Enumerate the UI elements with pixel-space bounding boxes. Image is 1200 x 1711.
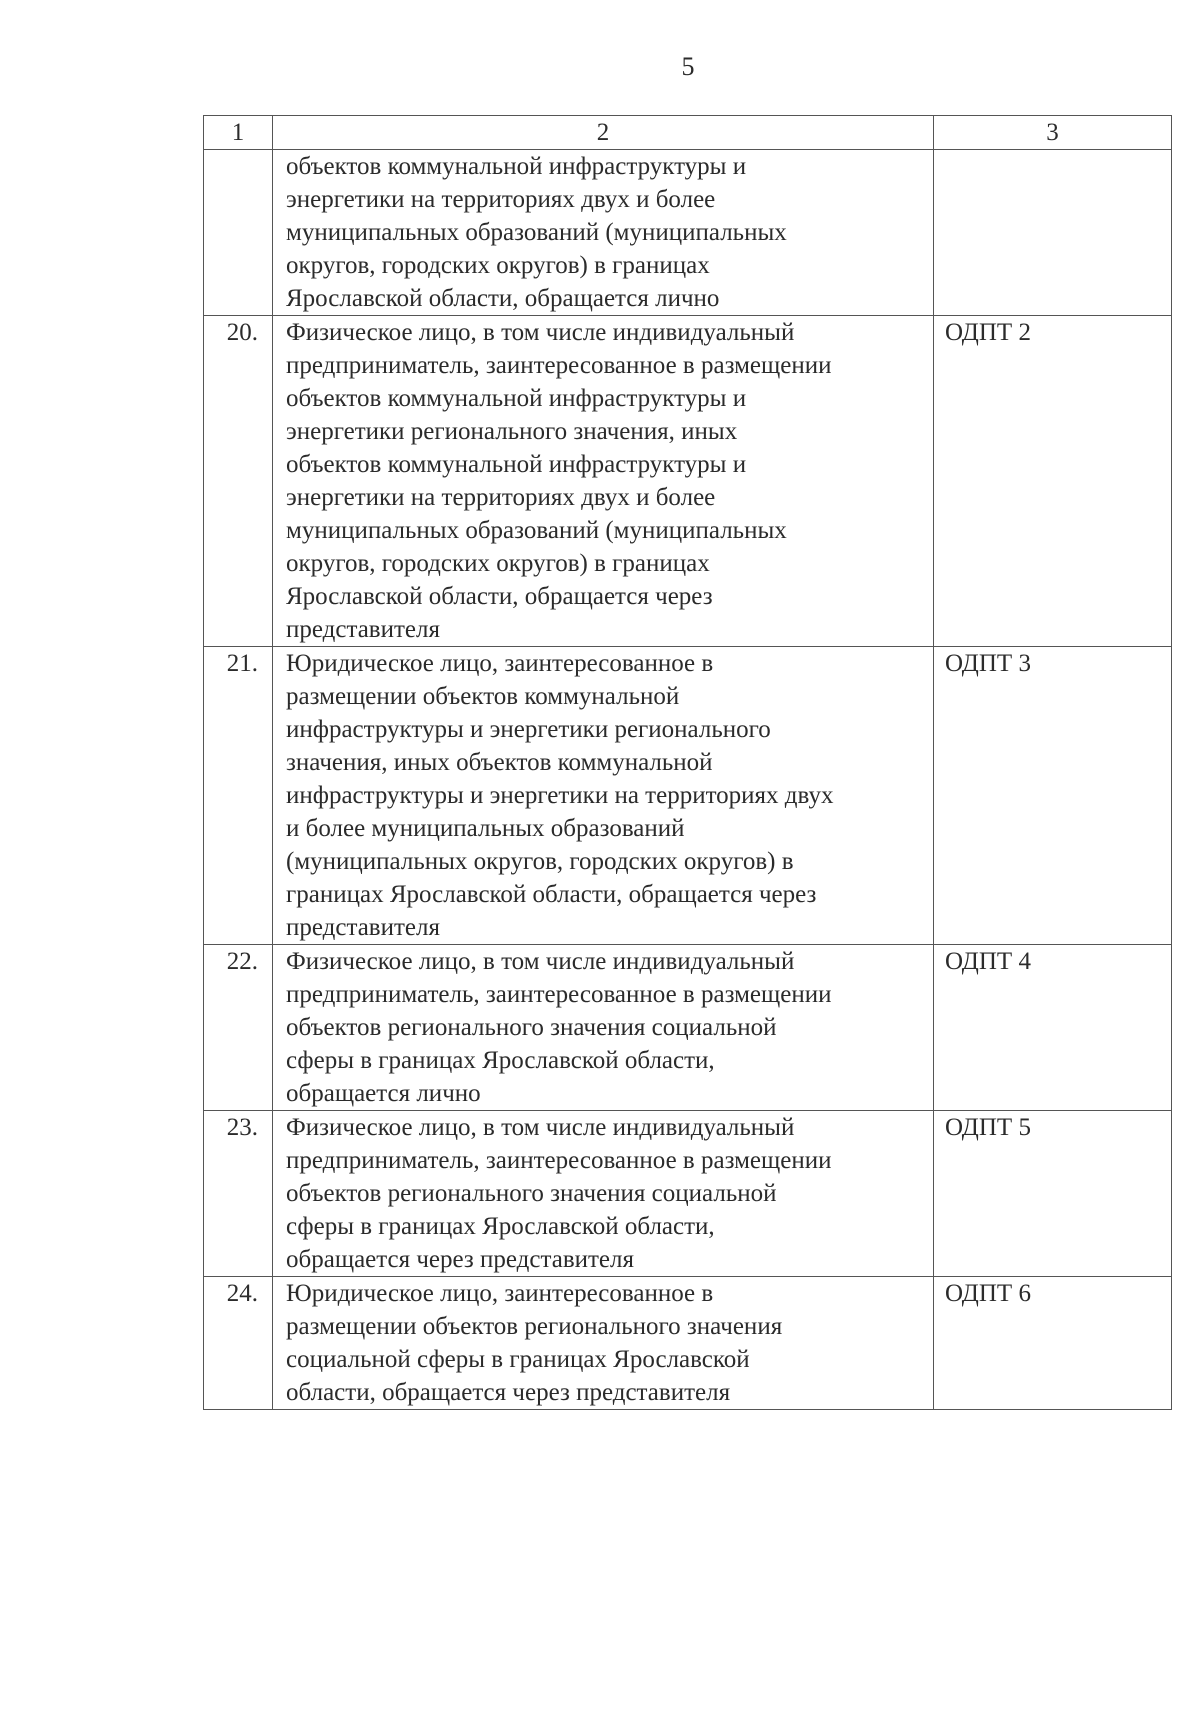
description-line: объектов коммунальной инфраструктуры и — [286, 451, 747, 478]
header-cell-1: 1 — [204, 116, 273, 150]
description-line: Ярославской области, обращается через — [286, 583, 713, 610]
row-number: 21. — [204, 647, 273, 945]
document-code: ОДПТ 3 — [934, 647, 1172, 945]
description-line: Физическое лицо, в том числе индивидуальный — [286, 1114, 795, 1141]
row-number: 20. — [204, 316, 273, 647]
document-code: ОДПТ 4 — [934, 945, 1172, 1111]
table-row — [204, 1277, 1172, 1410]
document-code: ОДПТ 6 — [934, 1277, 1172, 1410]
table-row — [204, 316, 1172, 647]
description-line: размещении объектов коммунальной — [286, 683, 680, 710]
description-line: сферы в границах Ярославской области, — [286, 1047, 715, 1074]
row-number — [204, 150, 273, 316]
description-line: инфраструктуры и энергетики регионального — [286, 716, 771, 743]
description-line: обращается через представителя — [286, 1246, 634, 1273]
description-line: инфраструктуры и энергетики на территориях двух — [286, 782, 834, 809]
description-line: предприниматель, заинтересованное в размещении — [286, 1147, 832, 1174]
description-line: муниципальных образований (муниципальных — [286, 219, 787, 246]
applicant-description — [273, 1111, 934, 1277]
description-line: значения, иных объектов коммунальной — [286, 749, 713, 776]
table-body — [204, 116, 1172, 1410]
description-line: Физическое лицо, в том числе индивидуальный — [286, 319, 795, 346]
applicant-description — [273, 316, 934, 647]
description-line: округов, городских округов) в границах — [286, 252, 710, 279]
table-row — [204, 647, 1172, 945]
description-line: энергетики на территориях двух и более — [286, 186, 716, 213]
description-line: Юридическое лицо, заинтересованное в — [286, 650, 714, 677]
description-line: Юридическое лицо, заинтересованное в — [286, 1280, 714, 1307]
description-line: объектов коммунальной инфраструктуры и — [286, 153, 747, 180]
row-number: 24. — [204, 1277, 273, 1410]
description-line: предприниматель, заинтересованное в размещении — [286, 352, 832, 379]
description-line: энергетики на территориях двух и более — [286, 484, 716, 511]
applicant-description — [273, 1277, 934, 1410]
description-line: представителя — [286, 914, 440, 941]
description-line: объектов регионального значения социальной — [286, 1014, 777, 1041]
table-header-row — [204, 116, 1172, 150]
table-row — [204, 945, 1172, 1111]
description-line: Ярославской области, обращается лично — [286, 285, 720, 312]
applicant-description — [273, 150, 934, 316]
description-line: и более муниципальных образований — [286, 815, 685, 842]
description-line: предприниматель, заинтересованное в размещении — [286, 981, 832, 1008]
page-number: 5 — [681, 52, 695, 81]
description-line: сферы в границах Ярославской области, — [286, 1213, 715, 1240]
description-line: энергетики регионального значения, иных — [286, 418, 738, 445]
description-line: округов, городских округов) в границах — [286, 550, 710, 577]
applicant-description — [273, 945, 934, 1111]
description-line: представителя — [286, 616, 440, 643]
document-table — [203, 115, 1172, 1410]
table-row — [204, 150, 1172, 316]
description-line: объектов коммунальной инфраструктуры и — [286, 385, 747, 412]
applicant-description — [273, 647, 934, 945]
description-line: Физическое лицо, в том числе индивидуальный — [286, 948, 795, 975]
table-row — [204, 1111, 1172, 1277]
header-cell-2: 2 — [273, 116, 934, 150]
description-line: объектов регионального значения социальной — [286, 1180, 777, 1207]
description-line: муниципальных образований (муниципальных — [286, 517, 787, 544]
header-cell-3: 3 — [934, 116, 1172, 150]
description-line: размещении объектов регионального значения — [286, 1313, 783, 1340]
description-line: границах Ярославской области, обращается через — [286, 881, 817, 908]
document-code: ОДПТ 5 — [934, 1111, 1172, 1277]
description-line: обращается лично — [286, 1080, 481, 1107]
row-number: 22. — [204, 945, 273, 1111]
document-code — [934, 150, 1172, 316]
description-line: (муниципальных округов, городских округов) в — [286, 848, 794, 875]
document-code: ОДПТ 2 — [934, 316, 1172, 647]
description-line: области, обращается через представителя — [286, 1379, 731, 1406]
row-number: 23. — [204, 1111, 273, 1277]
description-line: социальной сферы в границах Ярославской — [286, 1346, 750, 1373]
